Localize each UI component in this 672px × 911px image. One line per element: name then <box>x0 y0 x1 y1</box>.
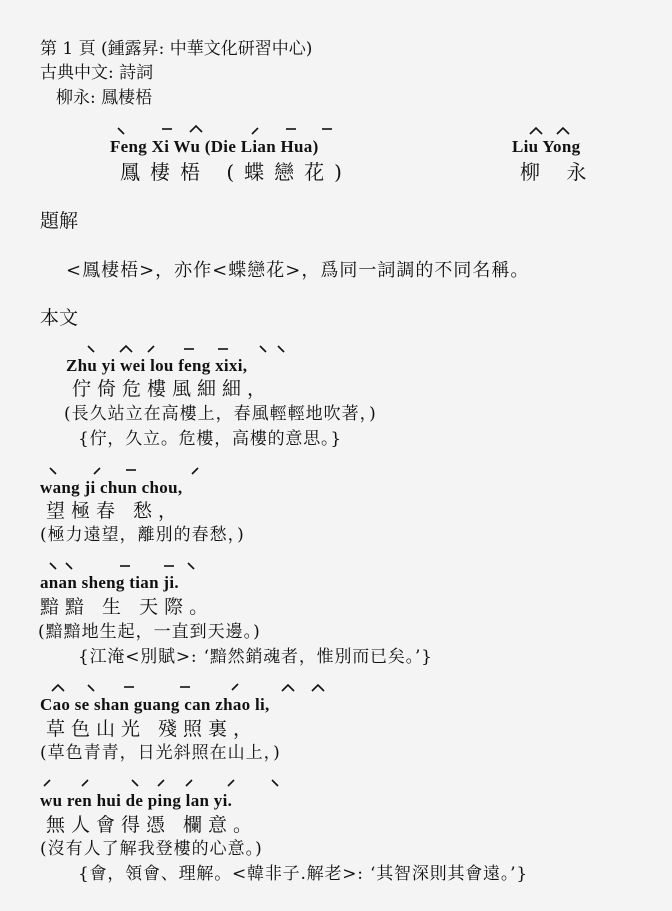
title-pinyin: Feng Xi Wu (Die Lian Hua) <box>110 137 319 156</box>
stanza-5-pinyin: wu ren hui de ping lan yi. <box>40 791 233 810</box>
stanza-1-note: {佇，久立。危樓，高樓的意思。} <box>78 429 342 449</box>
header-line-3: 柳永: 鳳棲梧 <box>56 88 153 108</box>
stanza-4-hanzi: 草色山光 殘照裏， <box>46 718 259 740</box>
stanza-1-pinyin: Zhu yi wei lou feng xixi, <box>66 356 248 375</box>
header-line-2: 古典中文: 詩詞 <box>40 63 154 83</box>
tijie-text: <鳳棲梧>，亦作<蝶戀花>，爲同一詞調的不同名稱。 <box>66 260 530 281</box>
stanza-2-hanzi: 望極春 愁， <box>46 500 184 522</box>
stanza-3-note: {江淹<別賦>: ‘黯然銷魂者，惟別而已矣。’} <box>78 647 433 667</box>
section-tijie: 題解 <box>40 210 79 232</box>
stanza-3-hanzi: 黯黯 生 天際。 <box>40 596 215 618</box>
author-hanzi: 柳 永 <box>520 160 597 184</box>
stanza-4-translation: (草色青青，日光斜照在山上，) <box>40 743 281 763</box>
header-line-1: 第 1 頁 (鍾露昇: 中華文化研習中心) <box>40 39 313 59</box>
stanza-1-translation: (長久站立在高樓上，春風輕輕地吹著，) <box>64 404 377 424</box>
stanza-2-pinyin: wang ji chun chou, <box>40 478 183 497</box>
stanza-5-hanzi: 無人會得憑 欄意。 <box>46 814 259 836</box>
title-hanzi: 鳳棲梧 (蝶戀花) <box>120 160 352 184</box>
stanza-5-translation: (沒有人了解我登樓的心意。) <box>40 839 263 859</box>
stanza-5-note: {會，領會、理解。<韓非子.解老>: ‘其智深則其會遠。’} <box>78 864 528 884</box>
author-pinyin: Liu Yong <box>512 137 581 156</box>
section-benwen: 本文 <box>40 307 79 329</box>
stanza-3-translation: (黯黯地生起，一直到天邊。) <box>38 622 261 642</box>
stanza-1-hanzi: 佇倚危樓風細細， <box>72 378 273 400</box>
stanza-2-translation: (極力遠望，離別的春愁，) <box>40 525 245 545</box>
stanza-3-pinyin: anan sheng tian ji. <box>40 573 179 592</box>
stanza-4-pinyin: Cao se shan guang can zhao li, <box>40 695 270 714</box>
